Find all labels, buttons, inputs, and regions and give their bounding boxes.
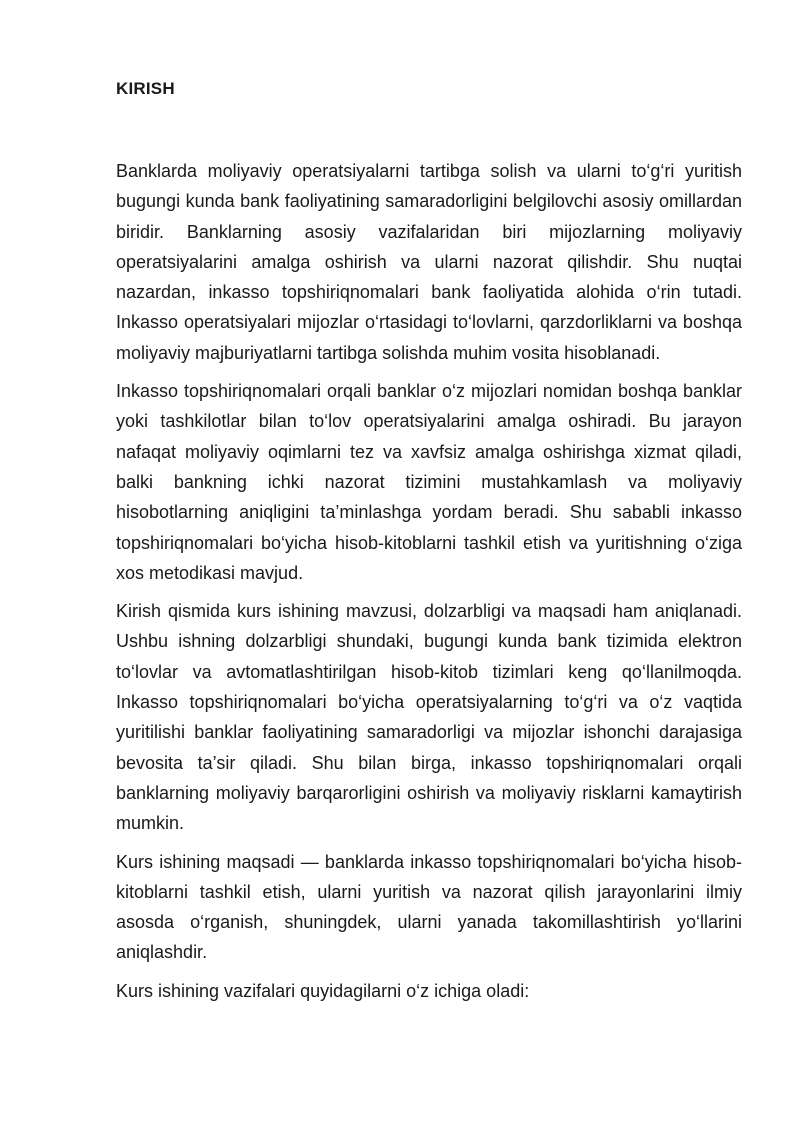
document-body (116, 78, 742, 1014)
paragraph-5: Kurs ishining vazifalari quyidagilarni o‘z ichiga oladi: (116, 980, 530, 1001)
paragraph-1: Banklarda moliyaviy operatsiyalarni tartibga solish va ularni to‘g‘ri yuritish bugungi kunda bank faoliyatining samaradorligini belgilovchi asosiy omillardan biridir. Banklarning asosiy vazifalaridan biri mijozlarning moliyaviy operatsiyalarini amalga oshirish va ularni nazorat qilishdir. Shu nuqtai nazardan, inkasso topshiriqnomalari bank faoliyatida alohida o‘rin tutadi. Inkasso operatsiyalari mijozlar o‘rtasidagi to‘lovlarni, qarzdorliklarni va boshqa moliyaviy majburiyatlarni tartibga solishda muhim vosita hisoblanadi. (116, 161, 742, 363)
paragraph-2: Inkasso topshiriqnomalari orqali banklar o‘z mijozlari nomidan boshqa banklar yoki tashkilotlar bilan to‘lov operatsiyalarini amalga oshiradi. Bu jarayon nafaqat moliyaviy oqimlarni tez va xavfsiz amalga oshirishga xizmat qiladi, balki bankning ichki nazorat tizimini mustahkamlash va moliyaviy hisobotlarning aniqligini ta’minlashga yordam beradi. Shu sababli inkasso topshiriqnomalari bo‘yicha hisob-kitoblarni tashkil etish va yuritishning o‘ziga xos metodikasi mavjud. (116, 381, 742, 583)
paragraph-3: Kirish qismida kurs ishining mavzusi, dolzarbligi va maqsadi ham aniqlanadi. Ushbu ishning dolzarbligi shundaki, bugungi kunda bank tizimida elektron to‘lovlar va avtomatlashtirilgan hisob-kitob tizimlari keng qo‘llanilmoqda. Inkasso topshiriqnomalari bo‘yicha operatsiyalarning to‘g‘ri va o‘z vaqtida yuritilishi banklar faoliyatining samaradorligi va mijozlar ishonchi darajasiga bevosita ta’sir qiladi. Shu bilan birga, inkasso topshiriqnomalari orqali banklarning moliyaviy barqarorligini oshirish va moliyaviy risklarni kamaytirish mumkin. (116, 601, 742, 834)
section-heading: KIRISH (116, 79, 175, 98)
paragraph-4: Kurs ishining maqsadi — banklarda inkasso topshiriqnomalari bo‘yicha hisob-kitoblarni tashkil etish, ularni yuritish va nazorat qilish jarayonlarini ilmiy asosda o‘rganish, shuningdek, ularni yanada takomillashtirish yo‘llarini aniqlashdir. (116, 851, 742, 963)
